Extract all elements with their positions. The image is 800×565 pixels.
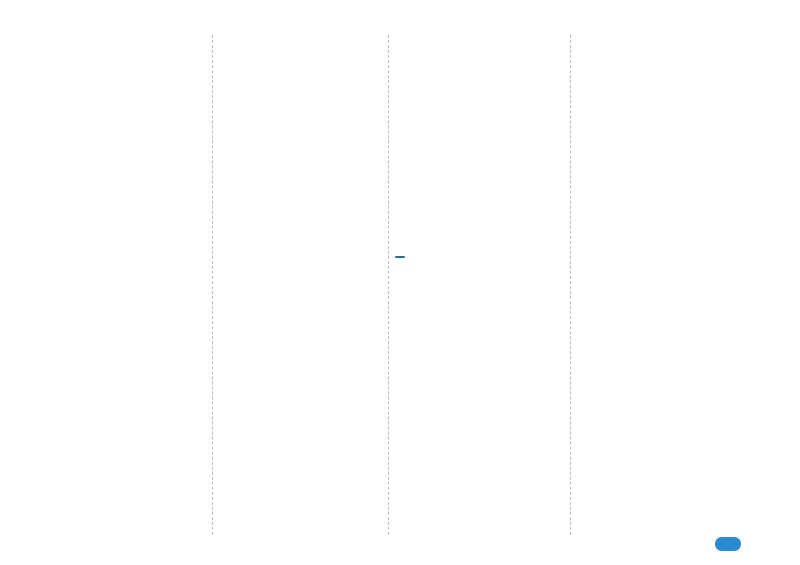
page-number (715, 537, 741, 551)
listening-material-badge (395, 256, 405, 258)
column-divider (212, 35, 213, 535)
column-divider (570, 35, 571, 535)
column-divider (388, 35, 389, 535)
